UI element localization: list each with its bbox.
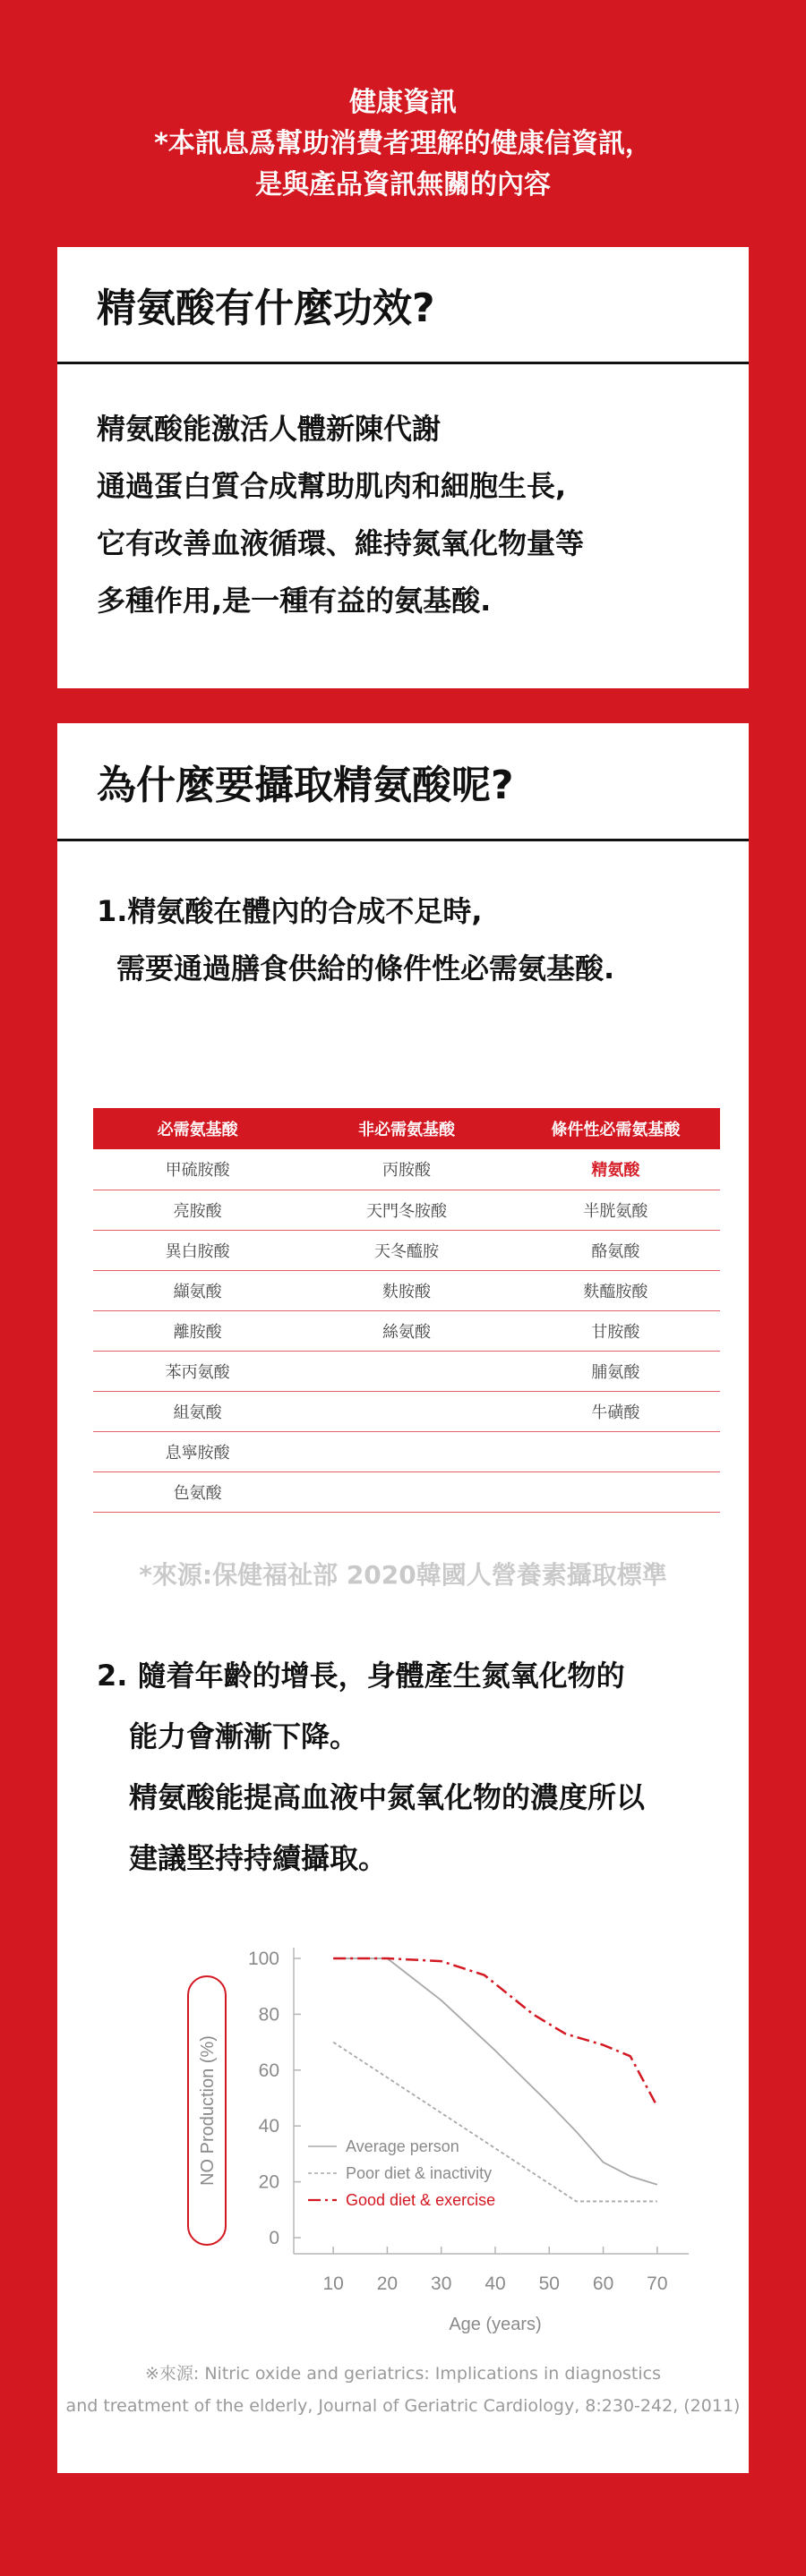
series-line-3 — [333, 1958, 657, 2106]
x-tick-label: 60 — [592, 2273, 614, 2294]
card1-line: 精氨酸能激活人體新陳代謝 — [97, 412, 442, 446]
table-cell: 離胺酸 — [93, 1310, 302, 1351]
table-cell — [302, 1471, 510, 1512]
table-row — [93, 1310, 720, 1351]
table-row — [93, 1431, 720, 1471]
table-row — [93, 1351, 720, 1391]
why-arginine-card — [57, 723, 749, 2473]
source-citation-1: *來源:保健福祉部 2020韓國人營養素攝取標準 — [139, 1560, 667, 1590]
table-cell: 甲硫胺酸 — [93, 1149, 302, 1190]
table-cell: 麩胺酸 — [302, 1270, 510, 1310]
header-note-line-1: *本訊息爲幫助消費者理解的健康信資訊， — [154, 128, 652, 159]
y-tick-label: 0 — [269, 2228, 279, 2248]
table-cell: 色氨酸 — [93, 1471, 302, 1512]
card1-title: 精氨酸有什麼功效? — [57, 247, 749, 364]
y-tick-label: 80 — [258, 2004, 279, 2026]
arginine-effects-card — [57, 247, 749, 688]
table-cell: 丙胺酸 — [302, 1149, 510, 1190]
x-tick-label: 20 — [376, 2273, 399, 2294]
section-1-line-1: 1.精氨酸在體內的合成不足時, — [97, 894, 483, 928]
table-header-cell: 非必需氨基酸 — [302, 1108, 510, 1149]
x-tick-label: 50 — [538, 2273, 560, 2294]
x-tick-label: 30 — [431, 2273, 452, 2294]
table-cell: 息寧胺酸 — [93, 1431, 302, 1471]
amino-acid-table — [93, 1108, 720, 1513]
card1-line: 它有改善血液循環、維持氮氧化物量等 — [97, 526, 585, 560]
table-header-cell: 必需氨基酸 — [93, 1108, 302, 1149]
section-2-line: 2. 隨着年齡的增長，身體產生氮氧化物的 — [97, 1659, 625, 1693]
card1-body — [57, 364, 749, 629]
table-cell: 半胱氨酸 — [511, 1190, 720, 1230]
table-cell — [302, 1391, 510, 1431]
table-cell — [302, 1351, 510, 1391]
table-cell: 牛磺酸 — [511, 1391, 720, 1431]
table-row — [93, 1391, 720, 1431]
section-2-line: 建議堅持持續攝取。 — [129, 1841, 388, 1875]
table-cell: 亮胺酸 — [93, 1190, 302, 1230]
table-header-row — [93, 1108, 720, 1149]
section-1-line-2: 需要通過膳食供給的條件性必需氨基酸. — [116, 951, 615, 985]
table-cell: 天冬醯胺 — [302, 1230, 510, 1270]
table-cell — [511, 1431, 720, 1471]
card2-title: 為什麼要攝取精氨酸呢? — [57, 723, 749, 841]
header-title: 健康資訊 — [349, 87, 457, 118]
section-2-line: 精氨酸能提高血液中氮氧化物的濃度所以 — [129, 1780, 646, 1814]
no-production-chart — [111, 1923, 702, 2343]
table-row — [93, 1270, 720, 1310]
table-cell: 脯氨酸 — [511, 1351, 720, 1391]
table-row — [93, 1149, 720, 1190]
table-cell: 絲氨酸 — [302, 1310, 510, 1351]
y-tick-label: 60 — [258, 2060, 279, 2081]
x-tick-label: 70 — [647, 2273, 668, 2294]
section-2-line: 能力會漸漸下降。 — [129, 1719, 359, 1753]
legend-label-1: Average person — [346, 2137, 459, 2155]
legend-label-3: Good diet & exercise — [346, 2191, 496, 2209]
y-tick-label: 20 — [258, 2171, 279, 2193]
table-cell: 苯丙氨酸 — [93, 1351, 302, 1391]
table-cell: 酪氨酸 — [511, 1230, 720, 1270]
table-cell: 麩醯胺酸 — [511, 1270, 720, 1310]
card1-line: 多種作用,是一種有益的氨基酸. — [97, 584, 492, 618]
y-tick-label: 40 — [258, 2116, 279, 2137]
table-cell: 異白胺酸 — [93, 1230, 302, 1270]
table-row — [93, 1230, 720, 1270]
table-cell: 纈氨酸 — [93, 1270, 302, 1310]
x-axis-label: Age (years) — [449, 2315, 542, 2334]
table-row — [93, 1471, 720, 1512]
table-header-cell: 條件性必需氨基酸 — [511, 1108, 720, 1149]
y-axis-label: NO Production (%) — [198, 2035, 218, 2186]
table-cell: 甘胺酸 — [511, 1310, 720, 1351]
header — [0, 82, 806, 206]
section-2 — [97, 1645, 645, 1889]
source-citation-2-line-1: ※來源: Nitric oxide and geriatrics: Implications in diagnostics — [144, 2364, 662, 2384]
table-cell — [302, 1431, 510, 1471]
table-cell: 組氨酸 — [93, 1391, 302, 1431]
source-citation-2-line-2: and treatment of the elderly, Journal of Geriatric Cardiology, 8:230-242, (2011) — [65, 2396, 741, 2416]
x-tick-label: 10 — [322, 2273, 344, 2294]
table-cell: 天門冬胺酸 — [302, 1190, 510, 1230]
table-cell — [511, 1471, 720, 1512]
source-citation-2 — [57, 2358, 749, 2422]
card1-line: 通過蛋白質合成幫助肌肉和細胞生長, — [97, 469, 567, 503]
header-note-line-2: 是與產品資訊無關的內容 — [255, 169, 551, 200]
section-1 — [97, 883, 614, 997]
y-tick-label: 100 — [247, 1949, 279, 1969]
table-row — [93, 1190, 720, 1230]
x-tick-label: 40 — [484, 2273, 506, 2294]
table-cell-highlight: 精氨酸 — [511, 1149, 720, 1190]
legend-label-2: Poor diet & inactivity — [346, 2164, 493, 2182]
